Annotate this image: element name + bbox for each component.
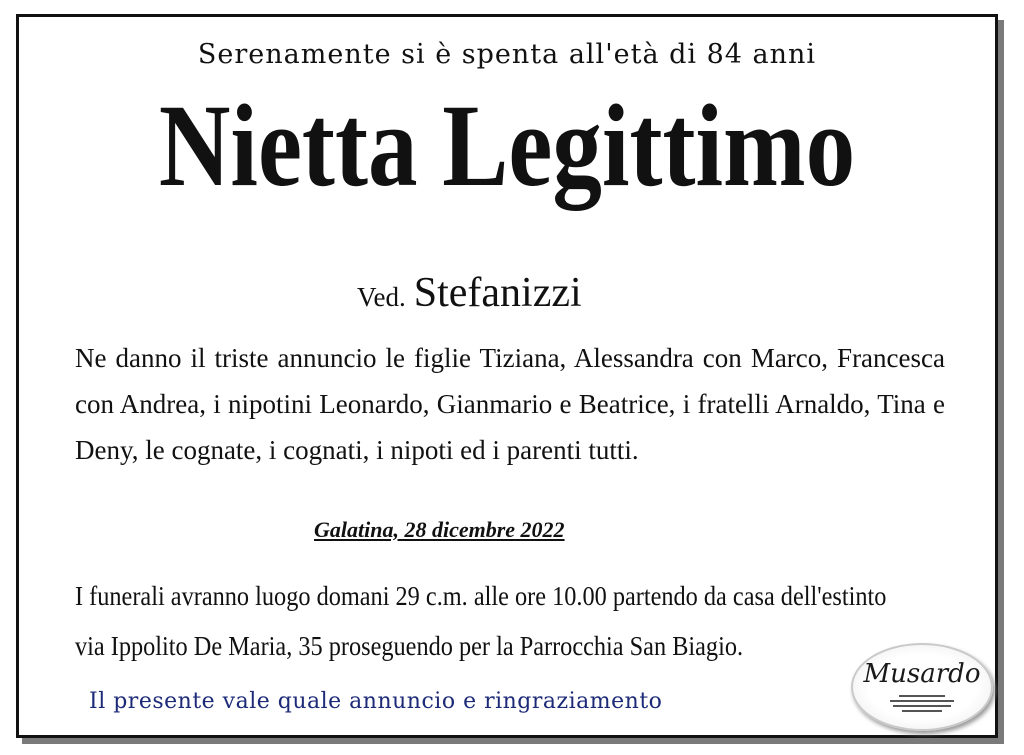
widow-surname: Stefanizzi	[413, 270, 582, 316]
intro-line: Serenamente si è spenta all'età di 84 anni	[197, 39, 817, 70]
funeral-details	[75, 571, 886, 671]
logo-name: Musardo	[863, 659, 981, 689]
obituary-notice	[16, 14, 998, 738]
widow-prefix: Ved.	[357, 282, 406, 312]
deceased-name: Nietta Legittimo	[158, 80, 856, 211]
widow-line	[357, 269, 582, 317]
funeral-line-2: via Ippolito De Maria, 35 proseguendo per la Parrocchia San Biagio.	[75, 631, 744, 661]
announcement-paragraph: Ne danno il triste annuncio le figlie Tiziana, Alessandra con Marco, Francesca con Andrea, i nipotini Leonardo, Gianmario e Beatrice, i fratelli Arnaldo, Tina e Deny, le cognate, i cognati, i nipoti ed i parenti tutti.	[75, 343, 945, 465]
place-date: Galatina, 28 dicembre 2022	[314, 517, 565, 542]
logo-fine-print	[887, 695, 957, 715]
funeral-line-1: I funerali avranno luogo domani 29 c.m. alle ore 10.00 partendo da casa dell'estinto	[75, 581, 887, 611]
closing-line: Il presente vale quale annuncio e ringraziamento	[89, 689, 663, 714]
funeral-agency-logo	[851, 643, 993, 731]
